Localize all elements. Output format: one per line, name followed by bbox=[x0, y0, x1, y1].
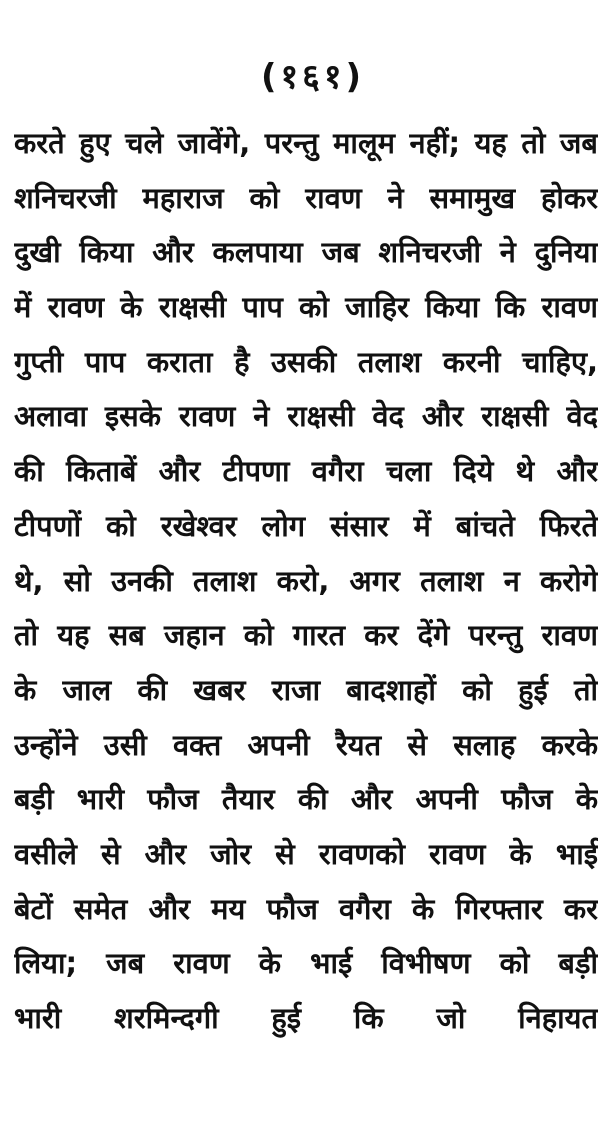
text-line: की किताबें और टीपणा वगैरा चला दिये थे और bbox=[14, 454, 598, 489]
text-line: लिया; जब रावण के भाई विभीषण को बड़ी bbox=[14, 946, 598, 981]
text-line: भारी शरमिन्दगी हुई कि जो निहायत bbox=[14, 1001, 598, 1035]
body-text bbox=[14, 116, 598, 1046]
text-line: के जाल की खबर राजा बादशाहों को हुई तो bbox=[14, 672, 598, 707]
text-line: करते हुए चले जावेंगे, परन्तु मालूम नहीं; यह तो जब bbox=[14, 126, 598, 160]
text-line: तो यह सब जहान को गारत कर देंगे परन्तु रावण bbox=[14, 618, 598, 653]
text-line: थे, सो उनकी तलाश करो, अगर तलाश न करोगे bbox=[14, 563, 598, 598]
text-line: दुखी किया और कलपाया जब शनिचरजी ने दुनिया bbox=[14, 235, 598, 270]
text-line: में रावण के राक्षसी पाप को जाहिर किया कि रावण bbox=[14, 290, 598, 325]
text-line: वसीले से और जोर से रावणको रावण के भाई bbox=[14, 836, 598, 871]
page-number: (१६१) bbox=[260, 57, 366, 97]
text-line: उन्होंने उसी वक्त अपनी रैयत से सलाह करके bbox=[14, 727, 598, 762]
text-line: बड़ी भारी फौज तैयार की और अपनी फौज के bbox=[14, 782, 598, 817]
text-line: बेटों समेत और मय फौज वगैरा के गिरफ्तार कर bbox=[14, 891, 598, 926]
text-line: टीपणों को रखेश्वर लोग संसार में बांचते फिरते bbox=[14, 508, 598, 543]
text-line: शनिचरजी महाराज को रावण ने समामुख होकर bbox=[14, 180, 598, 215]
text-line: अलावा इसके रावण ने राक्षसी वेद और राक्षसी वेद bbox=[14, 399, 598, 434]
text-line: गुप्ती पाप कराता है उसकी तलाश करनी चाहिए, bbox=[14, 344, 598, 379]
